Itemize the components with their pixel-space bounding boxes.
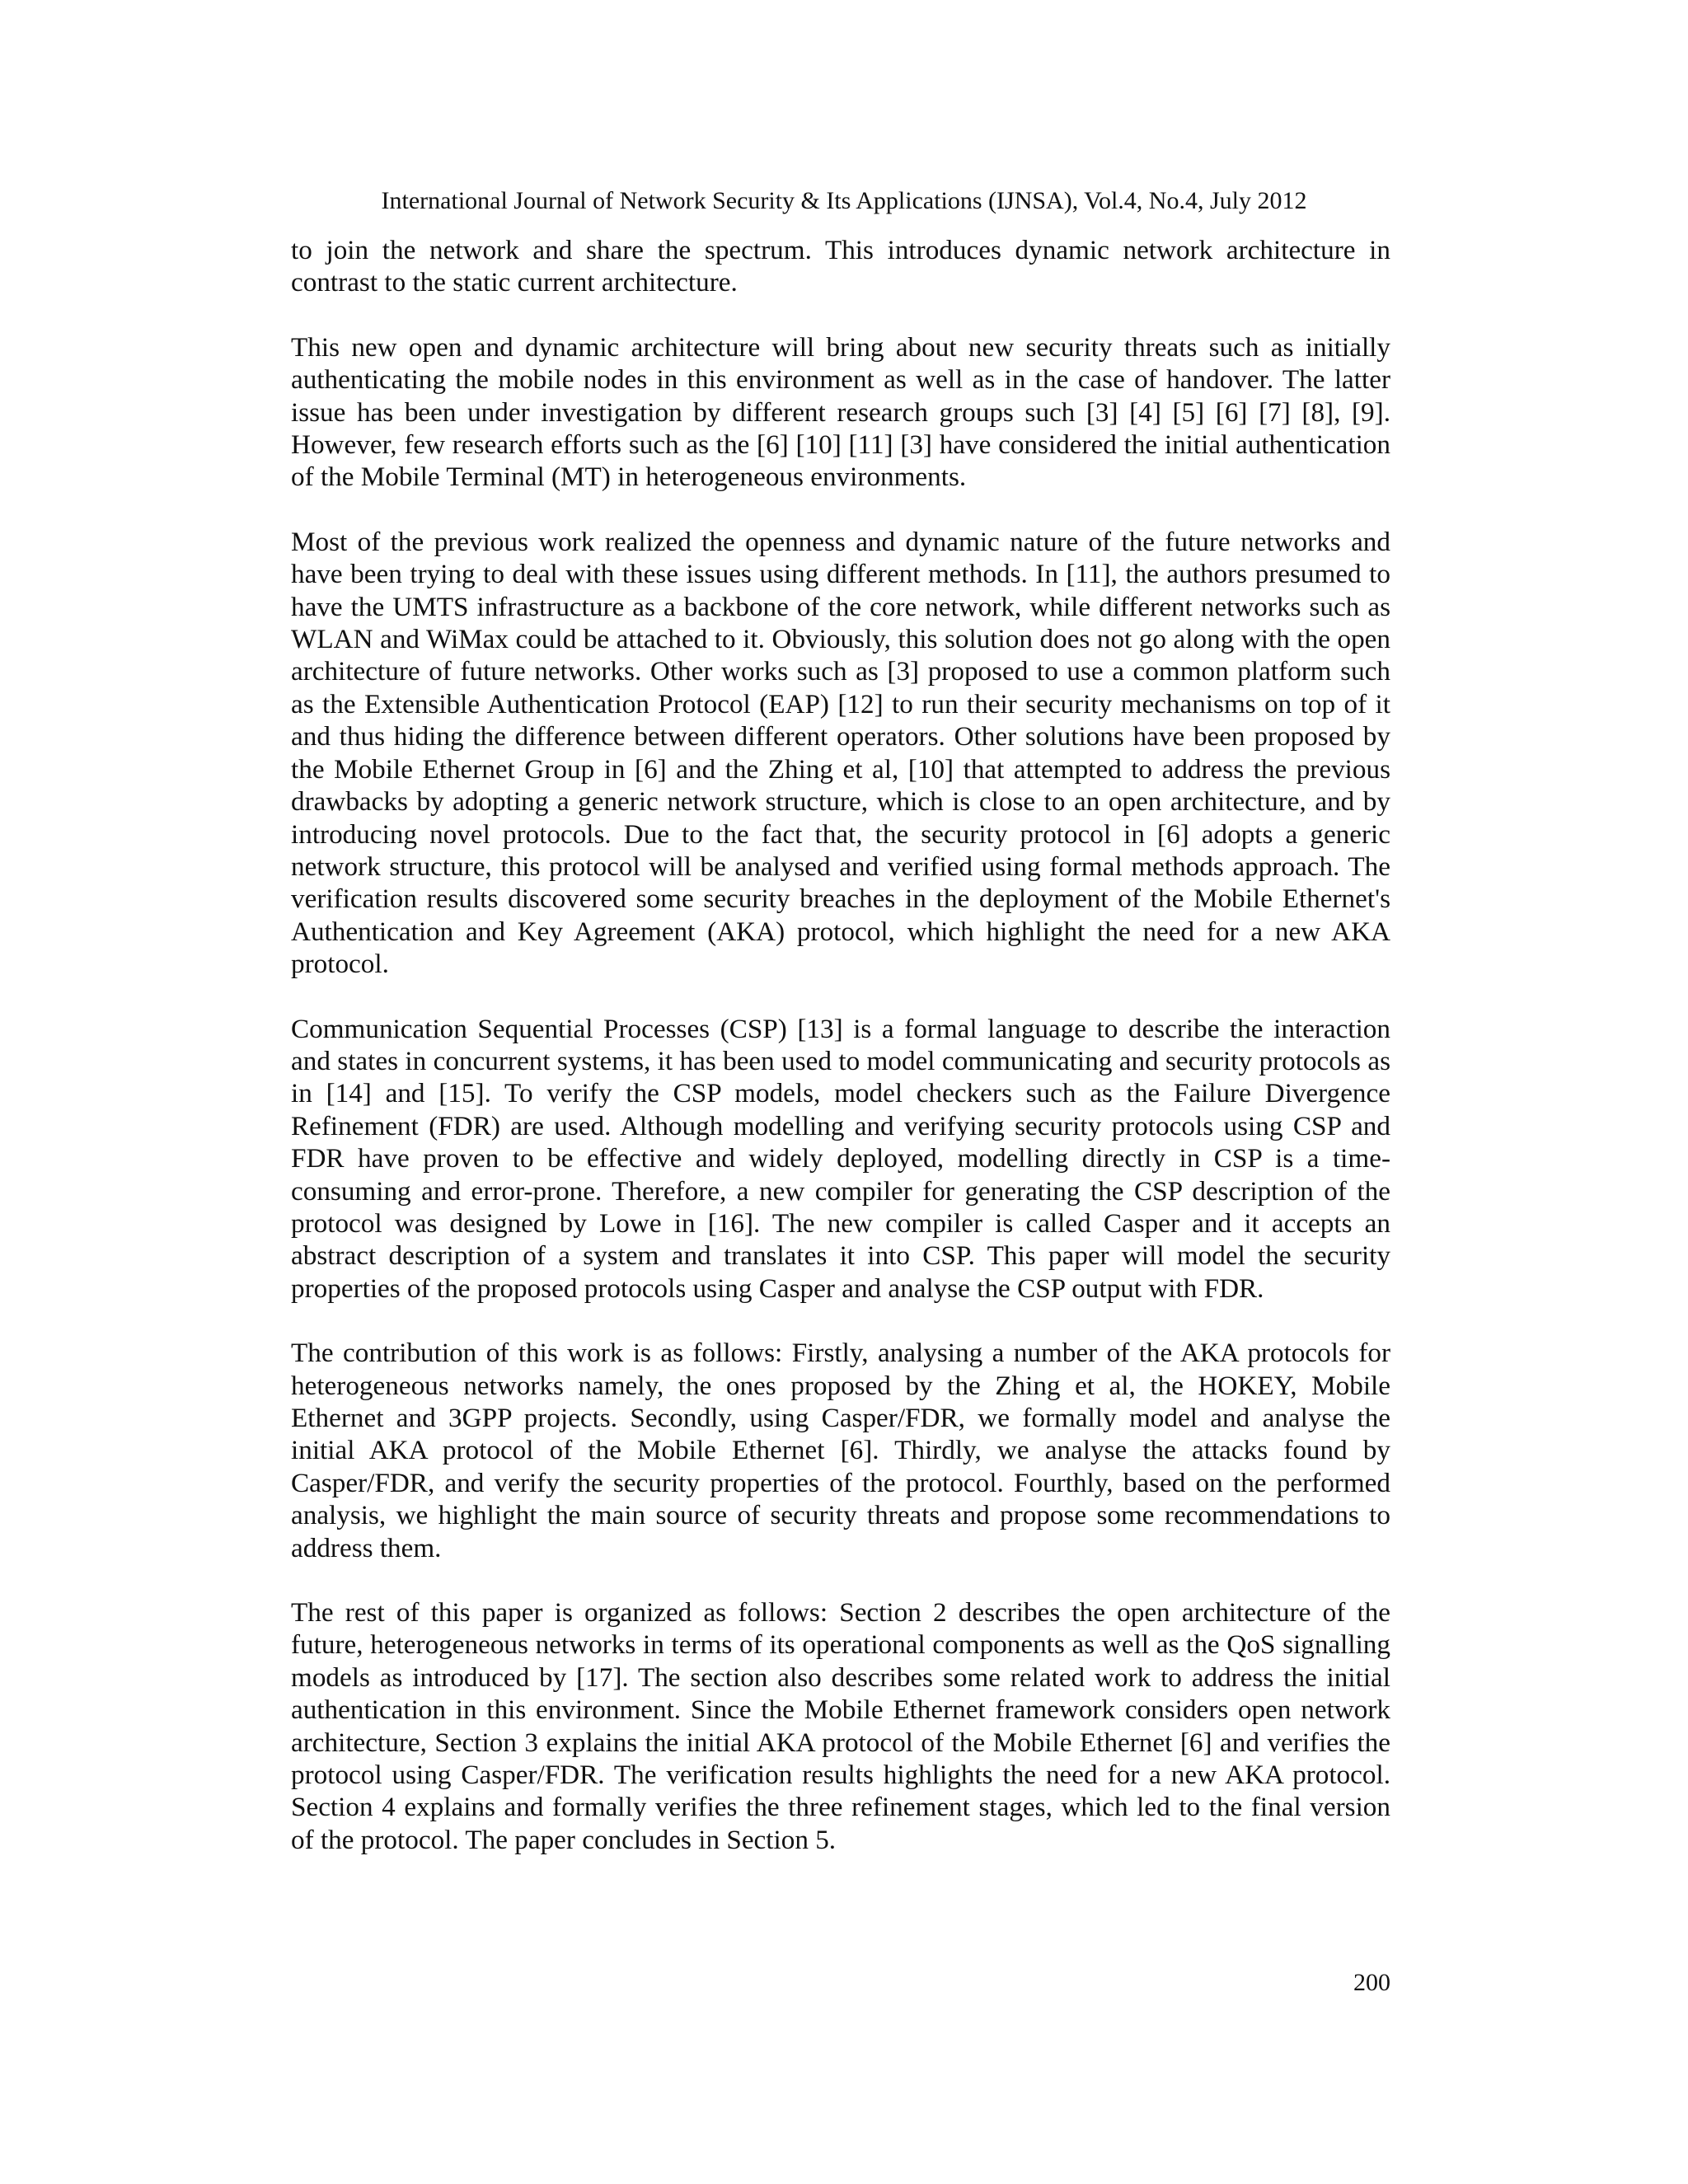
body-text (291, 234, 1390, 1888)
paragraph-continuation: to join the network and share the spectrum. This introduces dynamic network architecture in contrast to the static current architecture. (291, 235, 1390, 298)
paragraph-csp: Communication Sequential Processes (CSP) [13] is a formal language to describe the interaction and states in concurrent systems, it has been used to model communicating and security protocols as in [14] and [15]. To verify the CSP models, model checkers such as the Failure Divergence Refinement (FDR) are used. Although modelling and verifying security protocols using CSP and FDR have proven to be effective and widely deployed, modelling directly in CSP is a time-consuming and error-prone. Therefore, a new compiler for generating the CSP description of the protocol was designed by Lowe in [16]. The new compiler is called Casper and it accepts an abstract description of a system and translates it into CSP. This paper will model the security properties of the proposed protocols using Casper and analyse the CSP output with FDR. (291, 1013, 1390, 1304)
paragraph-organization: The rest of this paper is organized as follows: Section 2 describes the open architecture of the future, heterogeneous networks in terms of its operational components as well as the QoS signalling models as introduced by [17]. The section also describes some related work to address the initial authentication in this environment. Since the Mobile Ethernet framework considers open network architecture, Section 3 explains the initial AKA protocol of the Mobile Ethernet [6] and verifies the protocol using Casper/FDR. The verification results highlights the need for a new AKA protocol. Section 4 explains and formally verifies the three refinement stages, which led to the final version of the protocol. The paper concludes in Section 5. (291, 1597, 1390, 1855)
page-number: 200 (1353, 1969, 1390, 1996)
paragraph-security-threats: This new open and dynamic architecture will bring about new security threats such as initially authenticating the mobile nodes in this environment as well as in the case of handover. The latter issue has been under investigation by different research groups such [3] [4] [5] [6] [7] [8], [9]. However, few research efforts such as the [6] [10] [11] [3] have considered the initial authentication of the Mobile Terminal (MT) in heterogeneous environments. (291, 331, 1390, 493)
paragraph-contribution: The contribution of this work is as follows: Firstly, analysing a number of the AKA protocols for heterogeneous networks namely, the ones proposed by the Zhing et al, the HOKEY, Mobile Ethernet and 3GPP projects. Secondly, using Casper/FDR, we formally model and analyse the initial AKA protocol of the Mobile Ethernet [6]. Thirdly, we analyse the attacks found by Casper/FDR, and verify the security properties of the protocol. Fourthly, based on the performed analysis, we highlight the main source of security threats and propose some recommendations to address them. (291, 1338, 1390, 1563)
paragraph-previous-work: Most of the previous work realized the openness and dynamic nature of the future networks and have been trying to deal with these issues using different methods. In [11], the authors presumed to have the UMTS infrastructure as a backbone of the core network, while different networks such as WLAN and WiMax could be attached to it. Obviously, this solution does not go along with the open architecture of future networks. Other works such as [3] proposed to use a common platform such as the Extensible Authentication Protocol (EAP) [12] to run their security mechanisms on top of it and thus hiding the difference between different operators. Other solutions have been proposed by the Mobile Ethernet Group in [6] and the Zhing et al, [10] that attempted to address the previous drawbacks by adopting a generic network structure, which is close to an open architecture, and by introducing novel protocols. Due to the fact that, the security protocol in [6] adopts a generic network structure, this protocol will be analysed and verified using formal methods approach. The verification results discovered some security breaches in the deployment of the Mobile Ethernet's Authentication and Key Agreement (AKA) protocol, which highlight the need for a new AKA protocol. (291, 526, 1390, 980)
running-header: International Journal of Network Security & Its Applications (IJNSA), Vol.4, No.4, July 2012 (381, 187, 1307, 214)
